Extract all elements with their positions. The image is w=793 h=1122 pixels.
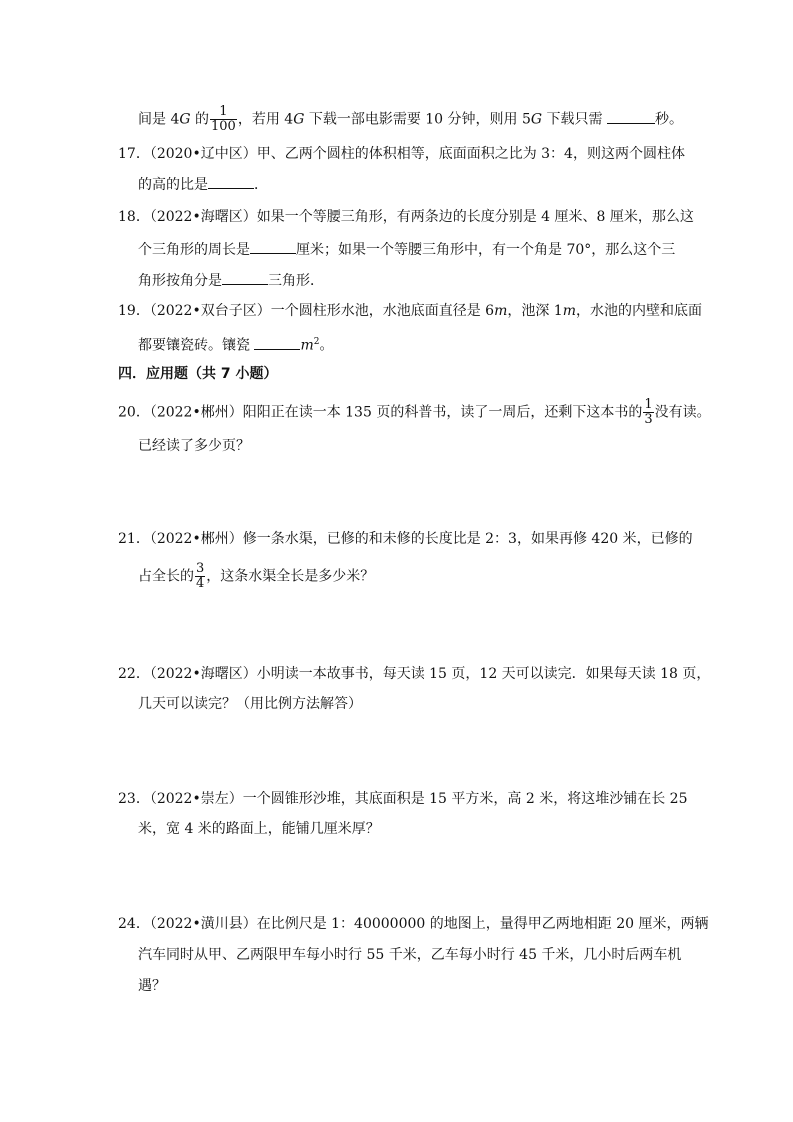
q19-superscript: 2 (313, 337, 320, 347)
q19-unit-m-2: m (562, 303, 576, 319)
q24-line-1: 24．（2022•潢川县）在比例尺是 1：40000000 的地图上，量得甲乙两地相距 20 厘米，两辆 (118, 916, 709, 932)
q23-line-2: 米，宽 4 米的路面上，能铺几厘米厚？ (138, 821, 380, 837)
q20-fraction-denominator: 3 (644, 412, 653, 427)
q20-line-2: 已经读了多少页？ (138, 438, 250, 454)
q24-line-2: 汽车同时从甲、乙两限甲车每小时行 55 千米，乙车每小时行 45 千米，几小时后两车机 (138, 947, 682, 963)
q16-fraction-numerator: 1 (210, 105, 237, 120)
q21-fraction (195, 562, 205, 591)
q21-text-1: 占全长的 (138, 568, 194, 585)
q22-line-2: 几天可以读完？（用比例方法解答） (138, 696, 362, 712)
q18-line-1: 18．（2022•海曙区）如果一个等腰三角形，有两条边的长度分别是 4 厘米、8 厘米，那么这 (118, 209, 694, 225)
q16-text-1: 间是 4 (138, 111, 180, 128)
q19-line-1 (118, 301, 702, 321)
q16-text-5: 下载只需 (542, 111, 607, 128)
q17-period: ． (254, 177, 268, 193)
q18-text-3: 角形按角分是 (138, 273, 222, 289)
q16-g-unit-3: G (530, 111, 543, 128)
q21-fraction-denominator: 4 (196, 576, 205, 591)
q19-line-2 (138, 332, 333, 356)
q19-text-5: 。 (319, 337, 334, 354)
q19-unit-m2: m (300, 337, 314, 354)
q20-text-1: 20．（2022•郴州）阳阳正在读一本 135 页的科普书，读了一周后，还剩下这本书的 (118, 404, 643, 421)
q19-text-3: ，水池的内壁和底面 (575, 303, 702, 319)
q19-unit-m-1: m (494, 303, 508, 319)
q20-fraction (643, 398, 653, 427)
q17-text: 的高的比是 (138, 177, 208, 193)
q21-text-2: ，这条水渠全长是多少米？ (206, 568, 375, 585)
q16-answer-blank[interactable] (607, 109, 655, 124)
q21-line-2 (138, 562, 374, 591)
q17-line-2 (138, 174, 268, 195)
q16-fraction-denominator: 100 (211, 119, 236, 134)
q19-text-2: ，池深 1 (507, 303, 563, 319)
q16-g-unit-2: G (293, 111, 305, 128)
q22-line-1: 22．（2022•海曙区）小明读一本故事书，每天读 15 页，12 天可以读完．如果每天读 18 页， (118, 666, 711, 682)
q16-text-4: 下载一部电影需要 10 分钟，则用 5 (304, 111, 531, 128)
q24-line-3: 遇？ (138, 978, 166, 994)
q18-answer-blank-1[interactable] (250, 239, 296, 254)
q17-answer-blank[interactable] (208, 174, 254, 189)
q18-answer-blank-2[interactable] (222, 270, 268, 285)
q21-fraction-numerator: 3 (196, 561, 205, 576)
q23-line-1: 23．（2022•崇左）一个圆锥形沙堆，其底面积是 15 平方米，高 2 米，将这堆沙铺在长 25 (118, 791, 688, 807)
q20-line-1 (118, 398, 711, 427)
q18-line-2 (138, 239, 675, 260)
q20-text-2: 没有读。 (654, 404, 711, 421)
q18-text-1: 个三角形的周长是 (138, 242, 250, 258)
q16-text-2: 的 (190, 111, 209, 128)
q16-text-6: 秒。 (655, 111, 683, 128)
q16-text-3: ，若用 4 (237, 111, 294, 128)
q16-g-unit-1: G (179, 111, 191, 128)
q18-text-2: 厘米；如果一个等腰三角形中，有一个角是 70°，那么这个三 (296, 242, 676, 258)
q19-text-1: 19．（2022•双台子区）一个圆柱形水池，水池底面直径是 6 (118, 303, 495, 319)
q21-line-1: 21．（2022•郴州）修一条水渠，已修的和未修的长度比是 2：3，如果再修 420 米，已修的 (118, 531, 693, 547)
q16-line (138, 105, 683, 134)
section-4-heading: 四．应用题（共 7 小题） (118, 366, 278, 382)
q18-line-3 (138, 270, 324, 291)
q17-line-1: 17．（2020•辽中区）甲、乙两个圆柱的体积相等，底面面积之比为 3：4，则这两个圆柱体 (118, 146, 685, 162)
q20-fraction-numerator: 1 (644, 397, 653, 412)
q16-fraction (210, 105, 237, 134)
q18-text-4: 三角形． (268, 273, 324, 289)
q19-text-4: 都要镶瓷砖。镶瓷 (138, 337, 255, 354)
q19-answer-blank[interactable] (254, 335, 300, 350)
